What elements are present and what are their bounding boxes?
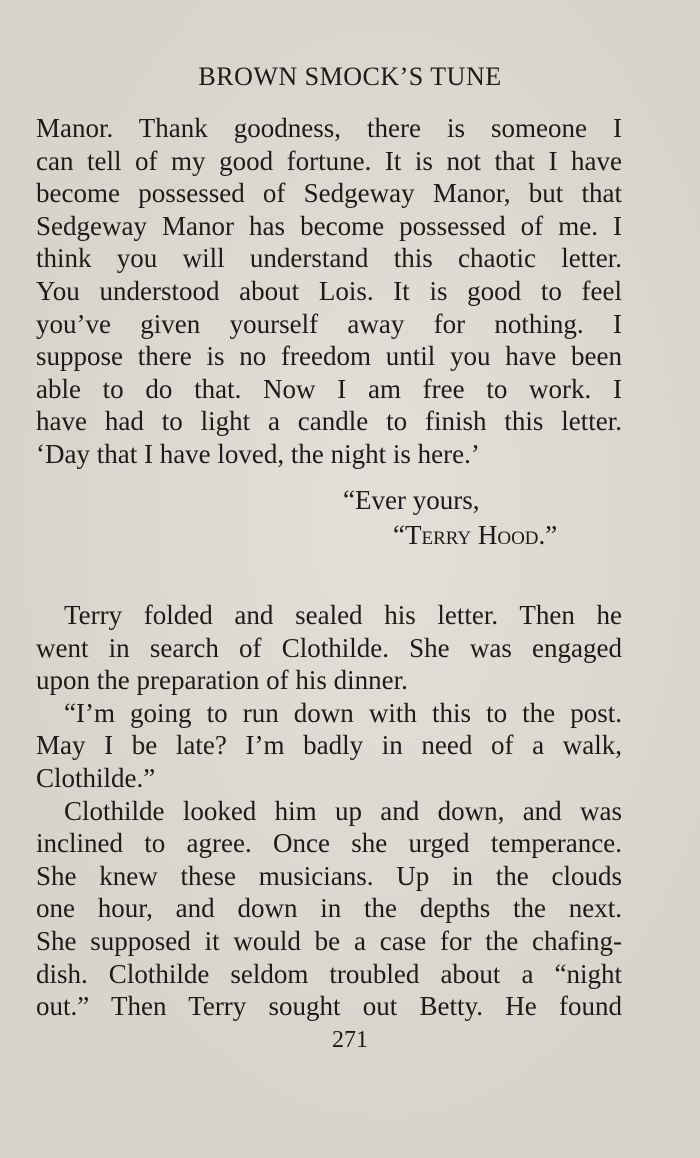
text-line: can tell of my good fortune. It is not that I have: [36, 145, 622, 176]
text-line: ‘Day that I have loved, the night is here.’: [36, 438, 480, 469]
text-line: Clothilde looked him up and down, and was: [64, 795, 622, 826]
text-line: one hour, and down in the depths the next.: [36, 893, 622, 924]
text-line: Clothilde.”: [36, 762, 156, 793]
signature: Terry Hood: [404, 520, 539, 550]
text-line: upon the preparation of his dinner.: [36, 665, 408, 696]
text-line: think you will understand this chaotic letter.: [36, 243, 622, 274]
text-line: went in search of Clothilde. She was engaged: [36, 632, 622, 663]
text-line: dish. Clothilde seldom troubled about a “night: [36, 958, 622, 989]
text-line: You understood about Lois. It is good to feel: [36, 275, 622, 306]
text-line: Terry folded and sealed his letter. Then he: [64, 600, 622, 630]
page-number: 271: [332, 1027, 368, 1053]
text-line: suppose there is no freedom until you have been: [36, 341, 622, 372]
text-line: out.” Then Terry sought out Betty. He found: [36, 991, 622, 1022]
narrative-text: [36, 599, 622, 1023]
valediction: “Ever yours,: [343, 485, 480, 515]
signature-line: [393, 520, 557, 551]
text-line: have had to light a candle to finish this letter.: [36, 406, 622, 437]
text-line: “I’m going to run down with this to the post.: [64, 697, 622, 728]
text-line: inclined to agree. Once she urged temperance.: [36, 828, 622, 859]
signature-close-quote: .”: [538, 520, 558, 550]
text-line: Sedgeway Manor has become possessed of me. I: [36, 210, 622, 241]
text-line: you’ve given yourself away for nothing. I: [36, 308, 622, 339]
signature-open-quote: “: [393, 520, 405, 550]
letter-body: [36, 112, 622, 471]
running-head: BROWN SMOCK’S TUNE: [198, 62, 502, 91]
text-line: able to do that. Now I am free to work. I: [36, 373, 622, 404]
text-line: She knew these musicians. Up in the clouds: [36, 860, 622, 891]
text-line: Manor. Thank goodness, there is someone I: [36, 113, 622, 143]
text-line: become possessed of Sedgeway Manor, but that: [36, 178, 622, 209]
text-line: She supposed it would be a case for the chafing-: [36, 925, 622, 956]
text-line: May I be late? I’m badly in need of a walk,: [36, 730, 622, 761]
